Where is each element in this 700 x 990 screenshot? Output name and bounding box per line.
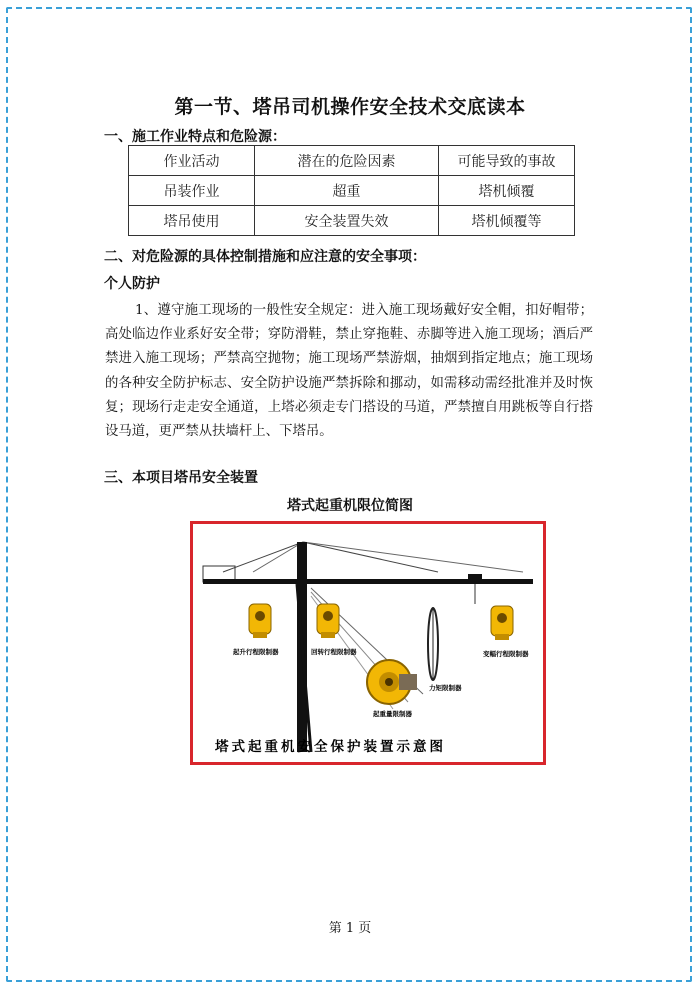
table-cell: 吊装作业 (129, 176, 255, 206)
crane-jib (203, 579, 533, 584)
table-cell: 超重 (255, 176, 439, 206)
hoist-limiter-icon (249, 604, 271, 638)
load-limiter-label: 起重量限制器 (373, 710, 412, 718)
table-row (129, 176, 575, 206)
trolley-limiter-icon (491, 606, 513, 640)
figure-caption: 塔式起重机限位简图 (287, 498, 413, 514)
trolley-limiter-label: 变幅行程限制器 (483, 650, 529, 658)
table-header-cell: 作业活动 (129, 146, 255, 176)
table-header-cell: 可能导致的事故 (439, 146, 575, 176)
table-cell: 塔机倾覆等 (439, 206, 575, 236)
tie-rod (303, 542, 438, 572)
table-cell: 安全装置失效 (255, 206, 439, 236)
tie-rod (253, 542, 303, 572)
personal-protection-subheading: 个人防护 (104, 276, 160, 292)
load-limiter-icon (367, 660, 417, 704)
section-2-heading: 二、对危险源的具体控制措施和应注意的安全事项： (104, 249, 426, 265)
trolley (468, 574, 482, 584)
section-1-heading: 一、施工作业特点和危险源： (104, 129, 286, 145)
diagram-banner: 塔式起重机安全保护装置示意图 (215, 739, 446, 755)
tie-rod (303, 542, 523, 572)
hoist-limiter-label: 起升行程限制器 (233, 648, 279, 656)
table-header-row (129, 146, 575, 176)
crane-diagram-svg (193, 524, 543, 762)
table-cell: 塔机倾覆 (439, 176, 575, 206)
table-row (129, 206, 575, 236)
crane-safety-diagram (190, 521, 546, 765)
page-title: 第一节、塔吊司机操作安全技术交底读本 (174, 96, 526, 118)
table-cell: 塔吊使用 (129, 206, 255, 236)
body-paragraph: 1、遵守施工现场的一般性安全规定：进入施工现场戴好安全帽，扣好帽带；高处临边作业系好安全带；穿防滑鞋，禁止穿拖鞋、赤脚等进入施工现场；酒后严禁进入施工现场；严禁高空抛物；施工现场严禁游烟，抽烟到指定地点；施工现场的各种安全防护标志、安全防护设施严禁拆除和挪动，如需移动需经批准并及时恢复；现场行走走安全通道，上塔必须走专门搭设的马道，严禁擅自用跳板等自行搭设马道，更严禁从扶墙杆上、下塔吊。 (105, 303, 593, 440)
hazard-table (128, 145, 575, 236)
slewing-limiter-icon (317, 604, 339, 638)
page-number: 第 1 页 (328, 921, 372, 936)
torque-limiter-label: 力矩限制器 (429, 684, 462, 692)
section-3-heading: 三、本项目塔吊安全装置 (104, 470, 258, 486)
table-header-cell: 潜在的危险因素 (255, 146, 439, 176)
slewing-limiter-label: 回转行程限制器 (311, 648, 357, 656)
